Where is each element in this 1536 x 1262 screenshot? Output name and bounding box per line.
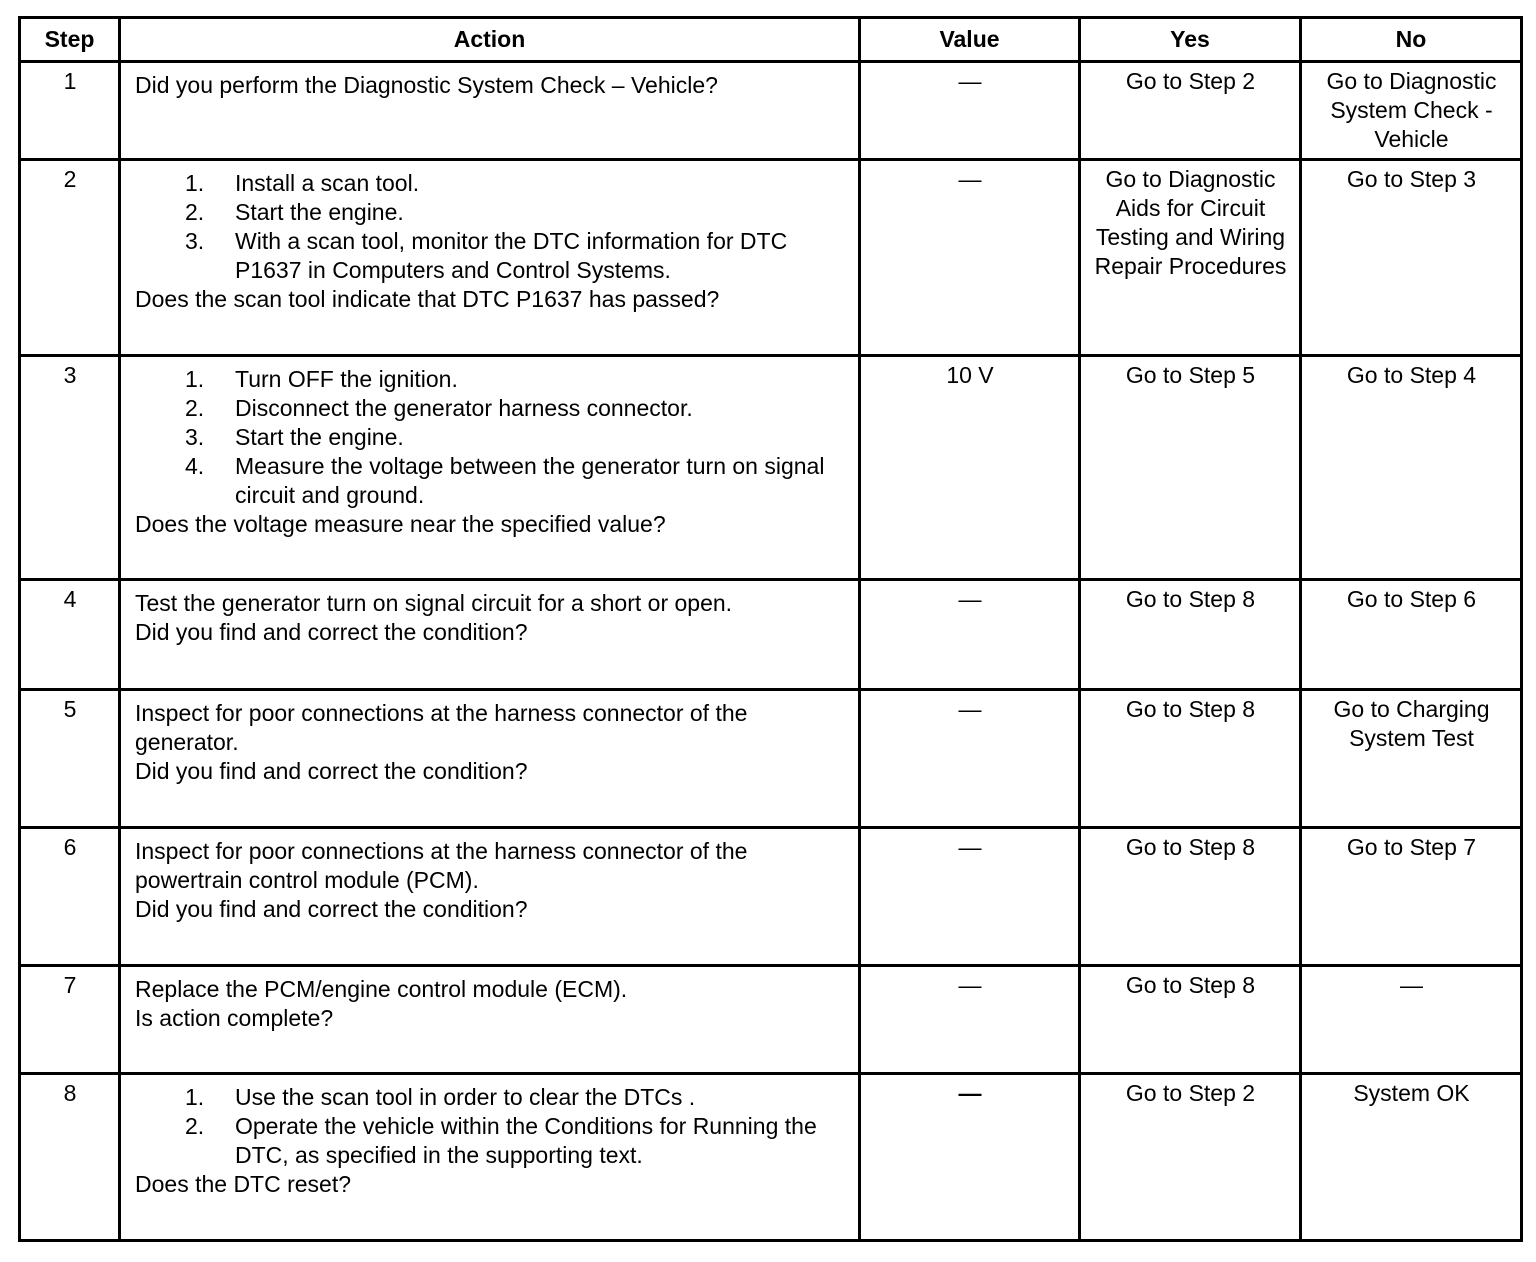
table-row xyxy=(20,356,1522,580)
value-cell: — xyxy=(860,62,1080,160)
value-cell: — xyxy=(860,160,1080,356)
yes-cell: Go to Diagnostic Aids for Circuit Testing and Wiring Repair Procedures xyxy=(1080,160,1301,356)
action-step-item: 1. Use the scan tool in order to clear the DTCs . xyxy=(185,1084,696,1110)
value-cell: — xyxy=(860,966,1080,1074)
table-row xyxy=(20,160,1522,356)
value-cell: — xyxy=(860,828,1080,966)
action-cell xyxy=(120,356,860,580)
action-steps xyxy=(135,1083,846,1170)
action-question: Did you find and correct the condition? xyxy=(135,896,528,922)
action-text: Did you perform the Diagnostic System Check – Vehicle? xyxy=(135,72,718,98)
step-number: 7 xyxy=(20,966,120,1074)
step-number: 5 xyxy=(20,690,120,828)
action-question: Did you find and correct the condition? xyxy=(135,758,528,784)
value-cell: — xyxy=(860,1074,1080,1241)
header-yes: Yes xyxy=(1080,18,1301,62)
action-cell xyxy=(120,966,860,1074)
step-number: 4 xyxy=(20,580,120,690)
action-question: Did you find and correct the condition? xyxy=(135,619,528,645)
action-text: Replace the PCM/engine control module (ECM). xyxy=(135,976,628,1002)
action-question: Is action complete? xyxy=(135,1005,334,1031)
no-cell: System OK xyxy=(1301,1074,1522,1241)
action-text: Inspect for poor connections at the harness connector of the generator. xyxy=(135,700,748,755)
action-steps xyxy=(135,169,846,285)
value-cell: — xyxy=(860,690,1080,828)
yes-cell: Go to Step 8 xyxy=(1080,966,1301,1074)
table-row xyxy=(20,580,1522,690)
header-action: Action xyxy=(120,18,860,62)
action-step-item: 1. Install a scan tool. xyxy=(185,170,420,196)
step-number: 3 xyxy=(20,356,120,580)
no-cell: Go to Step 6 xyxy=(1301,580,1522,690)
no-cell: Go to Step 7 xyxy=(1301,828,1522,966)
action-cell xyxy=(120,690,860,828)
table-row xyxy=(20,690,1522,828)
step-number: 6 xyxy=(20,828,120,966)
yes-cell: Go to Step 8 xyxy=(1080,580,1301,690)
action-cell xyxy=(120,62,860,160)
header-row xyxy=(20,18,1522,62)
no-cell: Go to Step 3 xyxy=(1301,160,1522,356)
action-step-item: 1. Turn OFF the ignition. xyxy=(185,366,458,392)
yes-cell: Go to Step 5 xyxy=(1080,356,1301,580)
step-number: 8 xyxy=(20,1074,120,1241)
yes-cell: Go to Step 2 xyxy=(1080,62,1301,160)
action-step-item: 3. Start the engine. xyxy=(185,424,404,450)
diagnostic-table xyxy=(18,16,1523,1242)
action-step-item: 2. Start the engine. xyxy=(185,199,404,225)
header-step: Step xyxy=(20,18,120,62)
action-cell xyxy=(120,580,860,690)
table-row xyxy=(20,1074,1522,1241)
action-cell xyxy=(120,828,860,966)
action-step-item: 2. Operate the vehicle within the Conditions for Running the DTC, as specified in the supporting text. xyxy=(185,1113,817,1168)
table-row xyxy=(20,62,1522,160)
header-value: Value xyxy=(860,18,1080,62)
action-step-item: 3. With a scan tool, monitor the DTC information for DTC P1637 in Computers and Control Systems. xyxy=(185,228,788,283)
value-cell: — xyxy=(860,580,1080,690)
no-cell: Go to Diagnostic System Check - Vehicle xyxy=(1301,62,1522,160)
no-cell: Go to Charging System Test xyxy=(1301,690,1522,828)
table-row xyxy=(20,828,1522,966)
value-cell: 10 V xyxy=(860,356,1080,580)
yes-cell: Go to Step 2 xyxy=(1080,1074,1301,1241)
header-no: No xyxy=(1301,18,1522,62)
action-text: Inspect for poor connections at the harness connector of the powertrain control module (PCM). xyxy=(135,838,748,893)
action-cell xyxy=(120,160,860,356)
action-question: Does the voltage measure near the specified value? xyxy=(135,511,666,537)
yes-cell: Go to Step 8 xyxy=(1080,690,1301,828)
action-steps xyxy=(135,365,846,510)
action-step-item: 2. Disconnect the generator harness connector. xyxy=(185,395,693,421)
table-row xyxy=(20,966,1522,1074)
step-number: 2 xyxy=(20,160,120,356)
action-text: Test the generator turn on signal circuit for a short or open. xyxy=(135,590,733,616)
action-question: Does the scan tool indicate that DTC P1637 has passed? xyxy=(135,286,720,312)
action-question: Does the DTC reset? xyxy=(135,1171,352,1197)
yes-cell: Go to Step 8 xyxy=(1080,828,1301,966)
step-number: 1 xyxy=(20,62,120,160)
action-cell xyxy=(120,1074,860,1241)
no-cell: Go to Step 4 xyxy=(1301,356,1522,580)
no-cell: — xyxy=(1301,966,1522,1074)
action-step-item: 4. Measure the voltage between the generator turn on signal circuit and ground. xyxy=(185,453,825,508)
